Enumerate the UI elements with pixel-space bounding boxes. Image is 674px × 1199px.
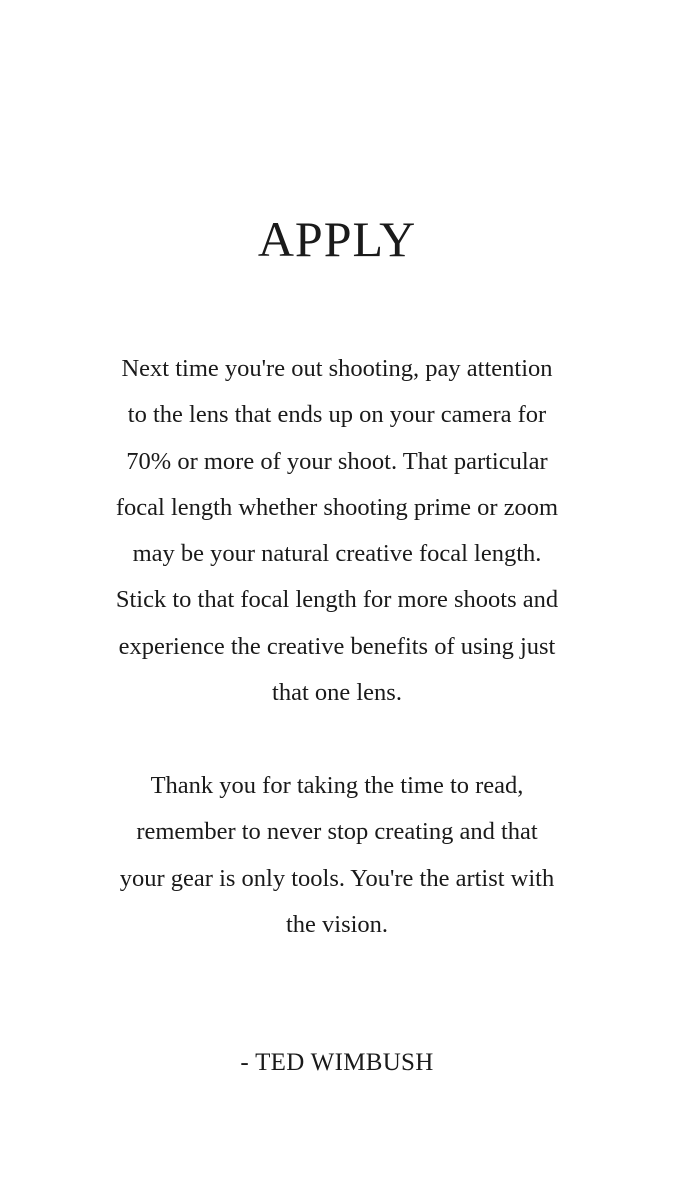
paragraph-line: 70% or more of your shoot. That particular <box>126 447 548 475</box>
paragraph-line: Next time you're out shooting, pay attention <box>121 355 553 382</box>
paragraph-line: your gear is only tools. You're the artist with <box>119 864 555 892</box>
paragraph-line: experience the creative benefits of using just <box>118 632 556 660</box>
thank-you-paragraph <box>70 763 604 948</box>
paragraph-line: to the lens that ends up on your camera for <box>127 401 547 429</box>
apply-paragraph <box>70 346 604 716</box>
paragraph-line: that one lens. <box>272 679 402 707</box>
paragraph-line: remember to never stop creating and that <box>136 818 538 846</box>
paragraph-line: the vision. <box>285 910 389 938</box>
paragraph-line: may be your natural creative focal length. <box>132 540 542 568</box>
author-signature: - TED WIMBUSH <box>240 1049 434 1076</box>
paragraph-line: Thank you for taking the time to read, <box>150 772 524 799</box>
page-title: APPLY <box>257 211 417 267</box>
paragraph-line: focal length whether shooting prime or zoom <box>115 493 559 521</box>
paragraph-line: Stick to that focal length for more shoots and <box>115 586 559 614</box>
